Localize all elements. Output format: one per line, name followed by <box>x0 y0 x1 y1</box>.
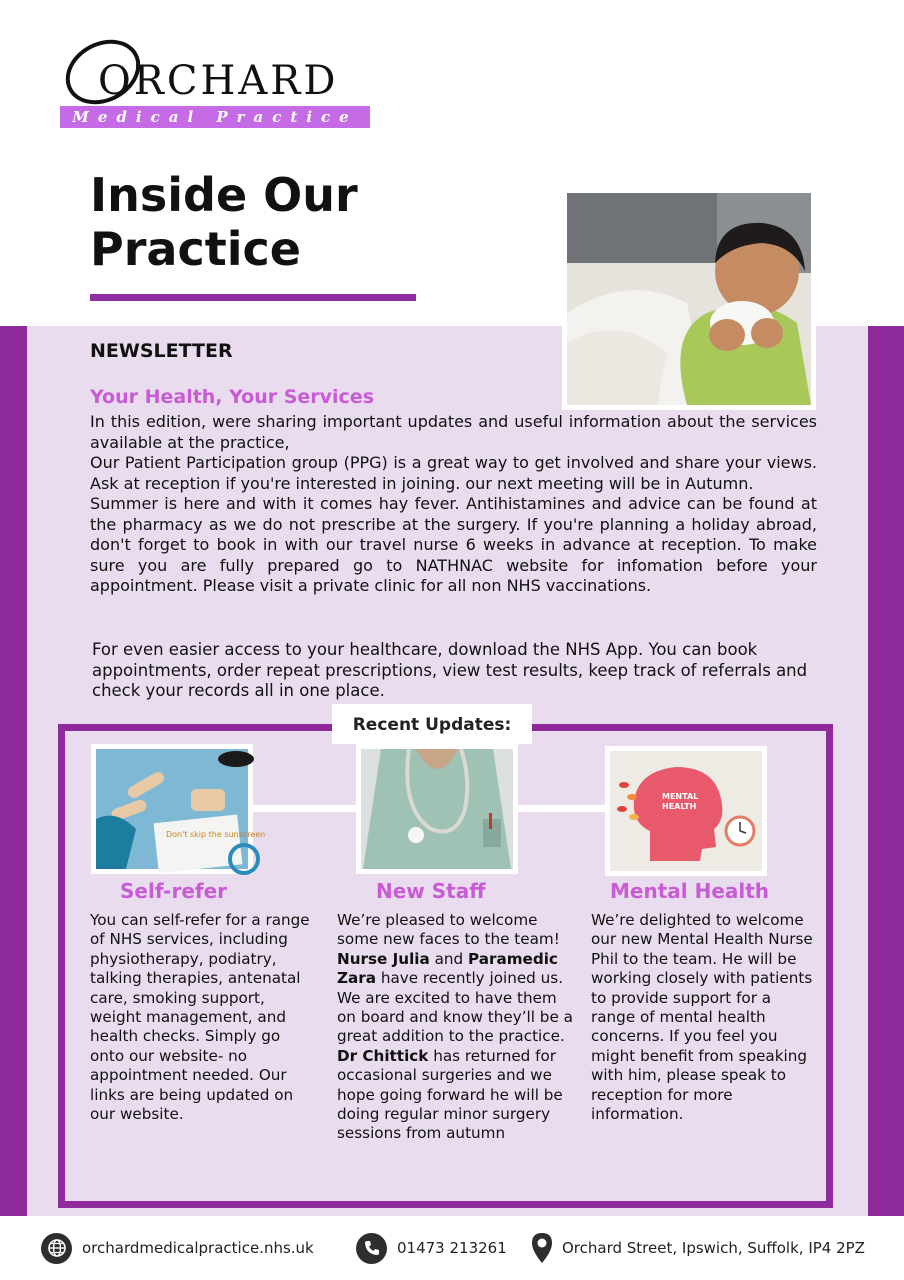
footer-phone[interactable] <box>356 1216 507 1280</box>
sunscreen-card-text: Don't skip the sunscreen <box>166 830 266 839</box>
title-underline <box>90 294 416 301</box>
mental-health-image <box>605 746 767 876</box>
head-text-1: MENTAL <box>662 792 699 801</box>
footer-phone-text: 01473 213261 <box>397 1239 507 1257</box>
self-refer-text: You can self-refer for a range of NHS services, including physiotherapy, podiatry, talking therapies, antenatal care, smoking support, weight management, and health checks. Simply go onto our website- no appointment needed. Our links are being updated on our website. <box>90 911 310 1124</box>
location-pin-icon <box>530 1233 554 1264</box>
self-refer-title: Self-refer <box>120 879 228 903</box>
practice-logo <box>58 40 370 132</box>
footer-address <box>530 1216 865 1280</box>
footer-website-text: orchardmedicalpractice.nhs.uk <box>82 1239 314 1257</box>
new-staff-title: New Staff <box>376 879 486 903</box>
new-staff-text-part: has returned for occasional surgeries and we hope going forward he will be doing regular minor surgery sessions from autumn <box>337 1046 563 1143</box>
logo-subtitle-bar <box>60 106 370 128</box>
mental-health-text: We’re delighted to welcome our new Mental Health Nurse Phil to the team. He will be working closely with patients to provide support for a range of mental health concerns. If you feel you might benefit from speaking with him, please speak to reception for more information. <box>591 911 813 1124</box>
mental-health-head-photo <box>610 751 762 871</box>
page-title <box>90 168 358 276</box>
intro-paragraph: In this edition, were sharing important updates and useful information about the services available at the practice, <box>90 412 817 452</box>
contact-footer <box>0 1216 904 1280</box>
page-title-line-2: Practice <box>90 222 301 276</box>
staff-name: Nurse Julia <box>337 949 430 968</box>
head-text-2: HEALTH <box>662 802 697 811</box>
footer-address-text: Orchard Street, Ipswich, Suffolk, IP4 2PZ <box>562 1239 865 1257</box>
nurse-stethoscope-photo <box>361 749 513 869</box>
globe-icon <box>41 1233 72 1264</box>
nhs-app-paragraph: For even easier access to your healthcare, download the NHS App. You can book appointments, order repeat prescriptions, view test results, keep track of referrals and check your records all in one place. <box>92 640 808 700</box>
logo-subtitle: Medical Practice <box>72 108 358 126</box>
new-staff-text-part: We’re pleased to welcome some new faces to the team! <box>337 911 560 949</box>
intro-paragraph: Summer is here and with it comes hay fever. Antihistamines and advice can be found at the pharmacy as we do not prescribe at the surgery. If you're planning a holiday abroad, don't forget to book in with our travel nurse 6 weeks in advance at reception. To make sure you are fully prepared go to NATHNAC website for infomation before your appointment. Please visit a private clinic for all non NHS vaccinations. <box>90 494 817 595</box>
new-staff-text-part: and <box>429 949 468 968</box>
new-staff-text-part: have recently joined us. We are excited to have them on board and know they’ll be a great addition to the practice. <box>337 969 573 1046</box>
intro-heading: Your Health, Your Services <box>90 386 375 408</box>
phone-icon <box>356 1233 387 1264</box>
new-staff-image <box>356 744 518 874</box>
mental-health-title: Mental Health <box>610 879 770 903</box>
newsletter-label: NEWSLETTER <box>90 340 233 362</box>
staff-name: Dr Chittick <box>337 1046 429 1065</box>
left-accent-bar <box>0 326 27 1216</box>
new-staff-text <box>337 911 575 1144</box>
footer-website[interactable] <box>41 1216 314 1280</box>
intro-text <box>90 412 817 597</box>
intro-paragraph: Our Patient Participation group (PPG) is a great way to get involved and share your views. Ask at reception if you're interested in joining. our next meeting will be in Autumn. <box>90 453 817 493</box>
sunscreen-photo <box>96 749 266 869</box>
staff-name: Paramedic Zara <box>337 949 558 988</box>
right-accent-bar <box>868 326 904 1216</box>
logo-word: ORCHARD <box>98 58 339 104</box>
recent-updates-label: Recent Updates: <box>332 704 532 744</box>
hero-photo <box>562 188 816 410</box>
sneezing-child-photo <box>567 193 811 405</box>
page-title-line-1: Inside Our <box>90 168 358 222</box>
self-refer-image <box>91 744 266 874</box>
